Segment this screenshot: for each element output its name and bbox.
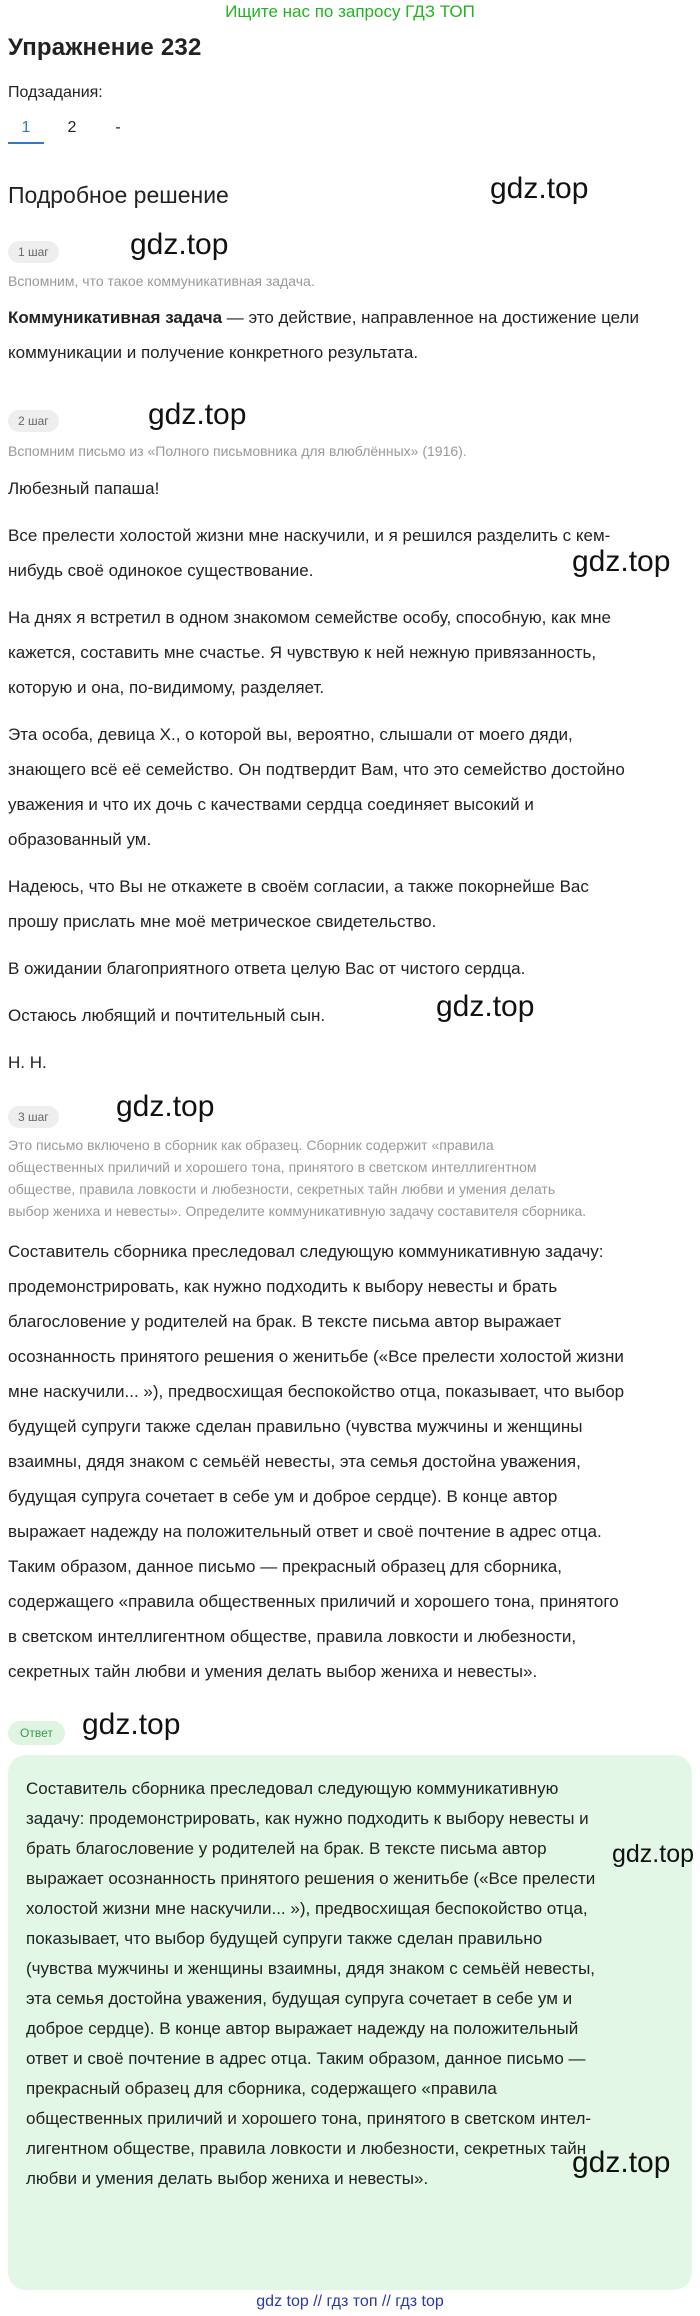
solution-line: будущая супруга сочетает в себе ум и доброе сердце). В конце автор	[8, 1487, 558, 1506]
solution-line: Составитель сборника преследовал следующую коммуникативную задачу:	[8, 1242, 604, 1261]
solution-line: Таким образом, данное письмо — прекрасный образец для сборника,	[8, 1557, 562, 1576]
solution-line: содержащего «правила общественных приличий и хорошего тона, принятого	[8, 1592, 619, 1611]
solution-line: осознанность принятого решения о женитьбе («Все прелести холостой жизни	[8, 1347, 624, 1366]
letter-line: уважения и что их дочь с качествами сердца соединяет высокий и	[8, 795, 534, 814]
letter-line: Любезный папаша!	[8, 479, 160, 498]
tab-subtask-3[interactable]: -	[115, 119, 121, 136]
definition-text: — это действие, направленное на достижение цели	[222, 308, 639, 327]
answer-line: любви и умения делать выбор жениха и невесты».	[26, 2169, 429, 2188]
letter-line: знающего всё её семейство. Он подтвердит Вам, что это семейство достойно	[8, 760, 625, 779]
subtask-tabs	[8, 114, 138, 148]
definition-line	[8, 303, 639, 333]
step-3-note: обществе, правила ловкости и любезности, секретных тайн любви и умения делать	[8, 1181, 556, 1197]
answer-line: доброе сердце). В конце автор выражает надежду на положительный	[26, 2019, 579, 2038]
answer-line: выражает осознанность принятого решения о женитьбе («Все прелести	[26, 1869, 596, 1888]
tab-subtask-1[interactable]: 1	[8, 114, 44, 144]
step-3-note: Это письмо включено в сборник как образец. Сборник содержит «правила	[8, 1137, 494, 1153]
top-banner: Ищите нас по запросу ГДЗ ТОП	[225, 2, 475, 21]
step-1-note: Вспомним, что такое коммуникативная задача.	[8, 273, 315, 289]
solution-line: благословение у родителей на брак. В тексте письма автор выражает	[8, 1312, 562, 1331]
footer-links[interactable]: gdz top // гдз топ // гдз top	[256, 2293, 444, 2310]
answer-line: холостой жизни мне наскучили... »), предвосхищая беспокойство отца,	[26, 1899, 588, 1918]
solution-line: мне наскучили... »), предвосхищая беспокойство отца, показывает, что выбор	[8, 1382, 625, 1401]
letter-line: Надеюсь, что Вы не откажете в своём согласии, а также покорнейше Вас	[8, 877, 589, 896]
step-2-badge: 2 шаг	[8, 410, 59, 432]
solution-title: Подробное решение	[8, 182, 229, 208]
watermark: gdz.top	[130, 228, 229, 261]
solution-line: в светском интеллигентном обществе, правила ловкости и любезности,	[8, 1627, 577, 1646]
watermark: gdz.top	[572, 2146, 671, 2179]
exercise-title: Упражнение 232	[8, 34, 202, 61]
answer-line: прекрасный образец для сборника, содержащего «правила	[26, 2079, 497, 2098]
answer-line: (чувства мужчины и женщины взаимны, дядя знаком с семьёй невесты,	[26, 1959, 596, 1978]
solution-line: будущей супруги также сделан правильно (чувства мужчины и женщины	[8, 1417, 583, 1436]
letter-line: В ожидании благоприятного ответа целую Вас от чистого сердца.	[8, 959, 526, 978]
answer-line: Составитель сборника преследовал следующую коммуникативную	[26, 1779, 559, 1798]
letter-line: Остаюсь любящий и почтительный сын.	[8, 1006, 326, 1025]
definition-term: Коммуникативная задача	[8, 308, 223, 327]
watermark: gdz.top	[148, 398, 247, 431]
answer-text	[26, 1774, 666, 2194]
watermark: gdz.top	[612, 1840, 695, 1868]
answer-line: лигентном обществе, правила ловкости и любезности, секретных тайн	[26, 2139, 587, 2158]
answer-line: задачу: продемонстрировать, как нужно подходить к выбору невесты и	[26, 1809, 589, 1828]
solution-line: взаимны, дядя знаком с семьёй невесты, эта семья достойна уважения,	[8, 1452, 581, 1471]
letter-line: На днях я встретил в одном знакомом семействе особу, способную, как мне	[8, 608, 611, 627]
step-3-note: выбор жениха и невесты». Определите коммуникативную задачу составителя сборника.	[8, 1203, 587, 1219]
answer-line: ответ и своё почтение в адрес отца. Таким образом, данное письмо —	[26, 2049, 586, 2068]
step-1-badge: 1 шаг	[8, 241, 59, 263]
answer-badge: Ответ	[8, 1721, 65, 1745]
answer-line: брать благословение у родителей на брак. В тексте письма автор	[26, 1839, 547, 1858]
tab-subtask-2[interactable]: 2	[67, 119, 77, 136]
watermark: gdz.top	[82, 1708, 181, 1741]
letter-line: прошу прислать мне моё метрическое свидетельство.	[8, 912, 437, 931]
step-3-badge: 3 шаг	[8, 1106, 59, 1128]
letter-line: которую и она, по-видимому, разделяет.	[8, 678, 325, 697]
watermark: gdz.top	[116, 1090, 215, 1123]
letter-line: образованный ум.	[8, 830, 152, 849]
letter-line: Все прелести холостой жизни мне наскучили, и я решился разделить с кем-	[8, 526, 611, 545]
letter-line: нибудь своё одинокое существование.	[8, 561, 314, 580]
letter-signature: Н. Н.	[8, 1053, 47, 1072]
solution-line: выражает надежду на положительный ответ и своё почтение в адрес отца.	[8, 1522, 602, 1541]
answer-line: эта семья достойна уважения, будущая супруга сочетает в себе ум и	[26, 1989, 573, 2008]
watermark: gdz.top	[572, 545, 671, 578]
step-3-note: общественных приличий и хорошего тона, принятого в светском интеллигентном	[8, 1159, 537, 1175]
solution-line: продемонстрировать, как нужно подходить к выбору невесты и брать	[8, 1277, 558, 1296]
answer-line: общественных приличий и хорошего тона, принятого в светском интел-	[26, 2109, 592, 2128]
letter-line: кажется, составить мне счастье. Я чувствую к ней нежную привязанность,	[8, 643, 597, 662]
subtasks-label: Подзадания:	[8, 84, 103, 101]
letter-line: Эта особа, девица Х., о которой вы, вероятно, слышали от моего дяди,	[8, 725, 573, 744]
watermark: gdz.top	[436, 990, 535, 1023]
definition-line: коммуникации и получение конкретного результата.	[8, 343, 419, 362]
solution-line: секретных тайн любви и умения делать выбор жениха и невесты».	[8, 1662, 538, 1681]
watermark: gdz.top	[490, 172, 589, 205]
answer-line: показывает, что выбор будущей супруги также сделан правильно	[26, 1929, 543, 1948]
step-2-note: Вспомним письмо из «Полного письмовника для влюблённых» (1916).	[8, 443, 467, 459]
